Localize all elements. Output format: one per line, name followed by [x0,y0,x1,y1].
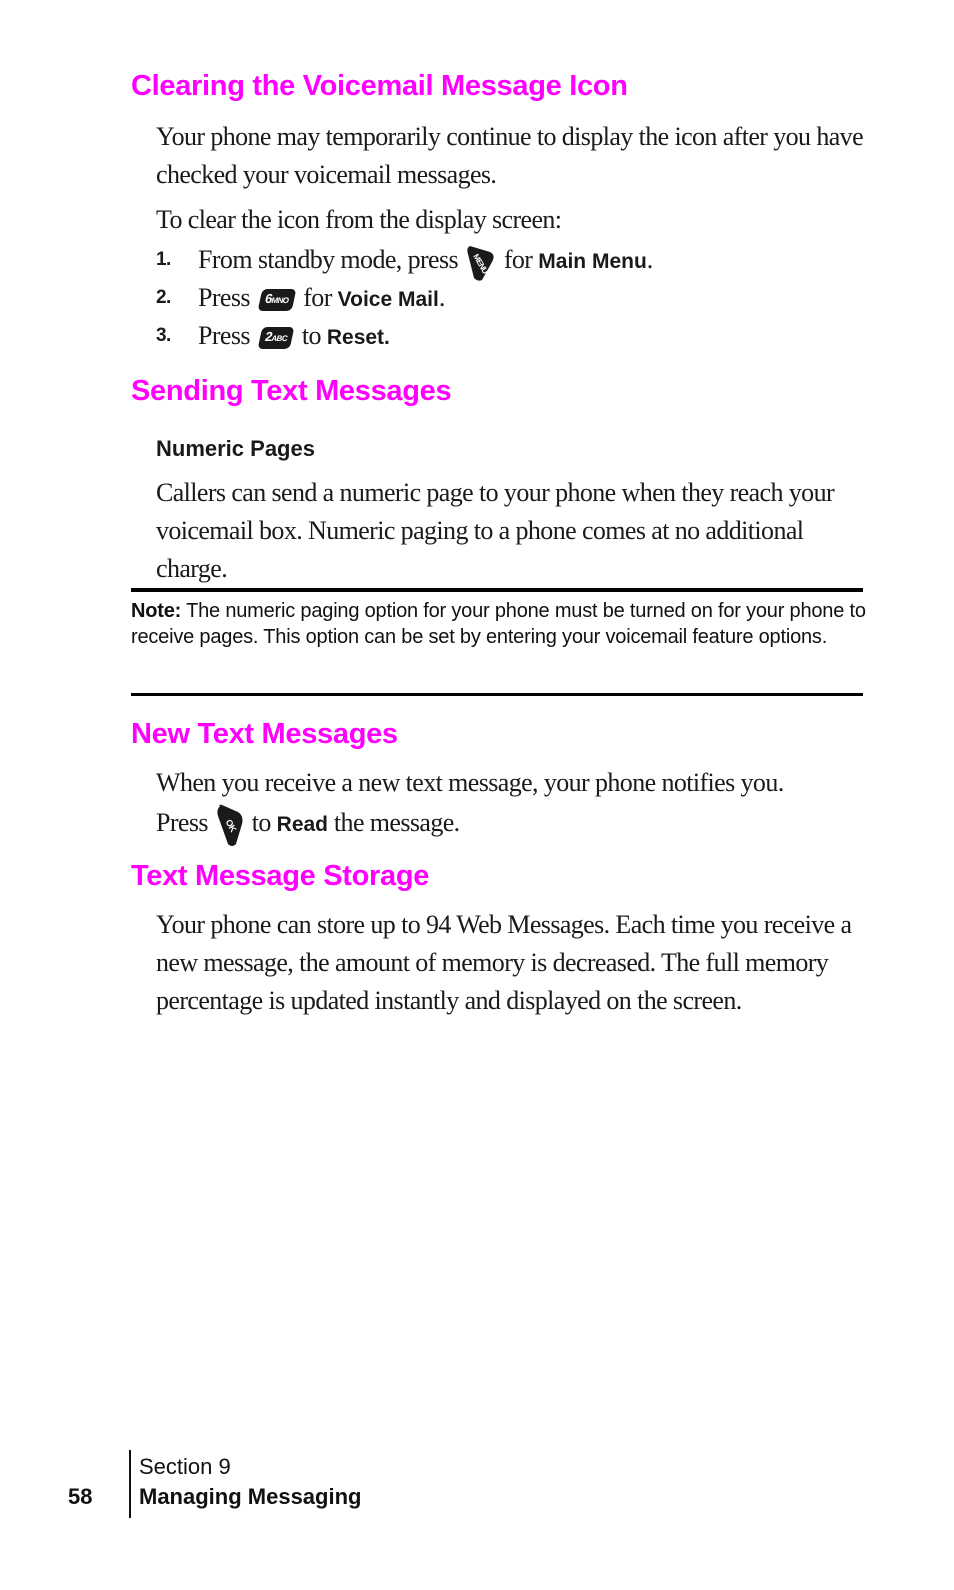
sending-paragraph [156,474,866,588]
new-text-paragraph [156,764,866,848]
storage-paragraph [156,906,866,1020]
step-text: From standby mode, press [198,245,459,274]
read-label: Read [276,812,329,836]
note-text: The numeric paging option for your phone must be turned on for your phone to receive pages. This option can be set by entering your voicemail feature options. [131,600,866,648]
press-text: Press [156,807,208,837]
step-bold: Voice Mail [337,288,439,311]
step-text: Press [198,321,250,350]
menu-key-icon [464,242,498,282]
storage-para: Your phone can store up to 94 Web Messages. Each time you receive a new message, the amount of memory is decreased. The full memory percentage is updated instantly and displayed on the screen. [156,910,852,1015]
six-key-icon [257,289,295,311]
note-top-rule [131,588,863,592]
step-number: 1. [156,249,171,270]
heading-sending-text: Sending Text Messages [131,375,452,407]
step-1 [156,242,653,278]
step-mid: to [301,321,321,350]
step-bold: Main Menu [538,250,647,273]
note-block [131,598,866,650]
heading-clearing-voicemail: Clearing the Voicemail Message Icon [131,70,628,102]
step-bold: Reset. [326,326,390,349]
step-post: . [646,245,653,274]
step-post: . [438,283,445,312]
menu-key-label: MENU [471,252,490,276]
footer-title: Managing Messaging [139,1484,362,1509]
key-digit: 2 [263,329,274,345]
step-3 [156,318,390,354]
new-text-line2 [156,802,866,848]
subheading-numeric-pages: Numeric Pages [156,436,315,461]
key-digit: 6 [263,291,274,307]
clearing-paragraph [156,118,866,194]
step-2 [156,280,445,316]
ok-key-label: OK [223,817,239,834]
step-mid: for [303,283,332,312]
sending-para: Callers can send a numeric page to your phone when they reach your voicemail box. Numeric paging to a phone comes at no additional charge. [156,478,835,583]
page-number: 58 [68,1484,93,1509]
key-letters: MNO [270,296,290,306]
key-letters: ABC [270,334,288,344]
clearing-para2: To clear the icon from the display screen: [156,205,562,234]
step-text: Press [198,283,250,312]
footer-divider [129,1450,131,1518]
two-key-icon [257,327,294,349]
ok-key-icon [214,802,246,848]
step-mid: for [503,245,533,274]
clearing-para1: Your phone may temporarily continue to display the icon after you have checked your voicemail messages. [156,122,864,189]
note-label: Note: [131,600,182,622]
note-bottom-rule [131,693,863,696]
post-text: the message. [333,807,460,837]
footer-section: Section 9 [139,1454,231,1479]
heading-text-storage: Text Message Storage [131,860,430,892]
clearing-intro [156,201,866,239]
step-number: 2. [156,287,171,308]
to-text: to [251,807,271,837]
new-text-line1: When you receive a new text message, your phone notifies you. [156,768,784,797]
step-number: 3. [156,325,171,346]
heading-new-text: New Text Messages [131,718,398,750]
